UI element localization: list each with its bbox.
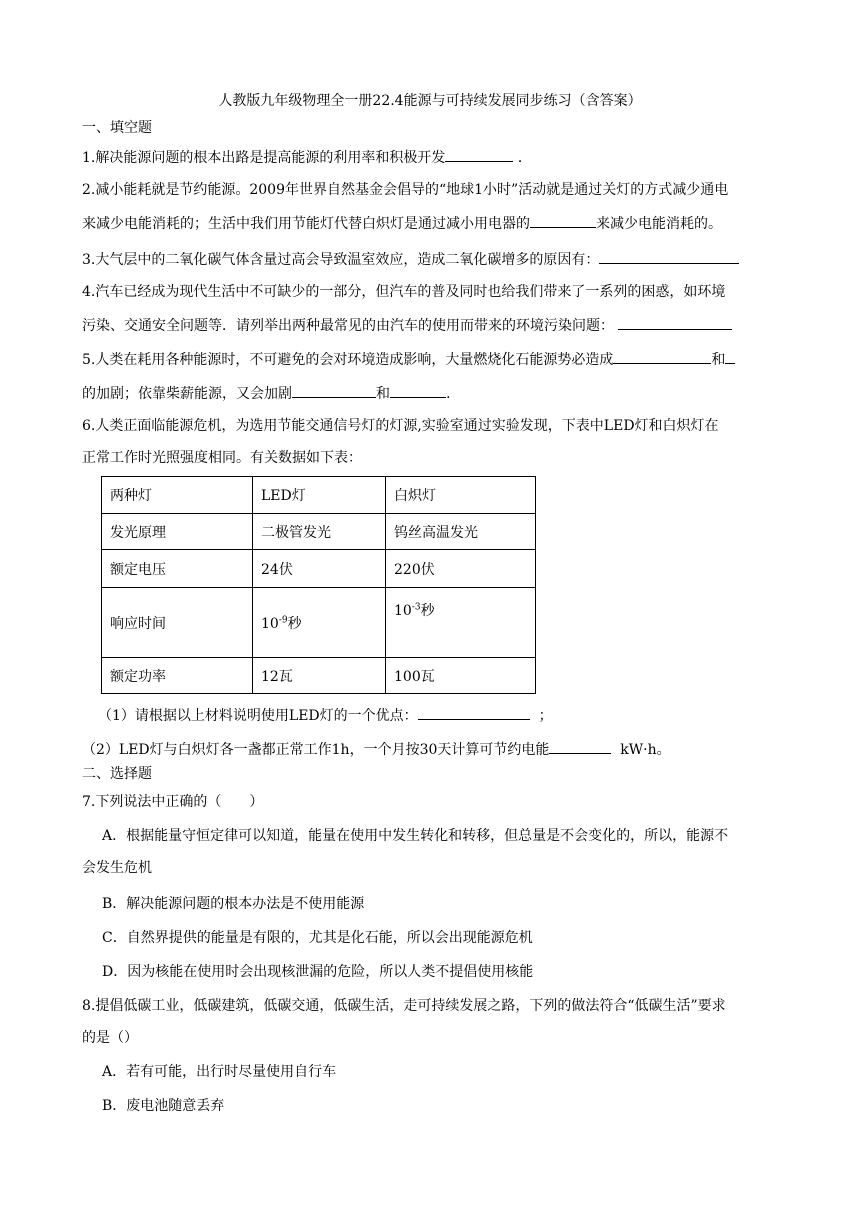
- answer-blank: [613, 348, 711, 364]
- incandescent-response-exponent: -3: [411, 602, 421, 613]
- answer-blank: [618, 314, 732, 330]
- question-7-option-a: A．根据能量守恒定律可以知道，能量在使用中发生转化和转移，但总量是不会变化的，所以，能源不: [102, 828, 729, 844]
- answer-blank: [599, 248, 739, 264]
- question-5-text-2: 的加剧；依靠柴薪能源，又会加剧: [82, 386, 292, 402]
- question-2-line-1: 2.减小能耗就是节约能源。2009年世界自然基金会倡导的“地球1小时”活动就是通过关灯的方式减少通电: [82, 182, 729, 198]
- question-7-option-a-cont: 会发生危机: [82, 860, 152, 876]
- question-6-line-1: 6.人类正面临能源危机，为选用节能交通信号灯的灯源,实验室通过实验发现，下表中LED灯和白炽灯在: [82, 418, 719, 434]
- question-7-option-c: C．自然界提供的能量是有限的，尤其是化石能，所以会出现能源危机: [102, 930, 533, 946]
- table-cell: 220伏: [386, 550, 536, 588]
- question-8-option-b: B．废电池随意丢弃: [102, 1098, 225, 1114]
- section-heading-fill-in: 一、填空题: [82, 120, 152, 136]
- question-6-sub-2-text: （2）LED灯与白炽灯各一盏都正常工作1h，一个月按30天计算可节约电能: [82, 742, 550, 758]
- question-8-line-2: 的是（）: [82, 1030, 138, 1046]
- led-response-exponent: -9: [278, 614, 288, 625]
- question-6-line-2: 正常工作时光照强度相同。有关数据如下表：: [82, 450, 362, 466]
- question-5-end: .: [446, 386, 451, 402]
- table-cell: 二极管发光: [253, 514, 386, 550]
- question-4-line-2: [82, 314, 732, 336]
- question-3-text: 3.大气层中的二氧化碳气体含量过高会导致温室效应，造成二氧化碳增多的原因有：: [82, 252, 600, 268]
- table-row: [102, 550, 536, 588]
- table-row: [102, 658, 536, 694]
- table-row: [102, 477, 536, 514]
- question-6-sub-1-end: ；: [538, 708, 553, 724]
- question-8-line-1: 8.提倡低碳工业，低碳建筑，低碳交通，低碳生活，走可持续发展之路，下列的做法符合“低碳生活”要求: [82, 998, 726, 1014]
- answer-blank: [530, 212, 596, 228]
- led-response-base: 10: [261, 615, 279, 632]
- answer-blank: [725, 348, 735, 364]
- table-cell: LED灯: [253, 477, 386, 514]
- answer-blank: [418, 704, 530, 720]
- question-1-text: 1.解决能源问题的根本出路是提高能源的利用率和积极开发: [82, 150, 446, 166]
- table-cell: 发光原理: [102, 514, 253, 550]
- led-response-unit: 秒: [287, 615, 302, 632]
- table-cell: 白炽灯: [386, 477, 536, 514]
- question-4-text: 污染、交通安全问题等．请列举出两种最常见的由汽车的使用而带来的环境污染问题：: [82, 318, 614, 334]
- table-cell: 额定电压: [102, 550, 253, 588]
- question-2-line-2: [82, 212, 722, 234]
- answer-blank: [549, 738, 611, 754]
- table-cell: [386, 588, 536, 658]
- table-row: [102, 588, 536, 658]
- incandescent-response-unit: 秒: [420, 603, 435, 619]
- table-cell: 12瓦: [253, 658, 386, 694]
- table-cell: 两种灯: [102, 477, 253, 514]
- question-8-option-a: A．若有可能，出行时尽量使用自行车: [102, 1064, 337, 1080]
- table-cell: 100瓦: [386, 658, 536, 694]
- question-6-sub-2: [82, 738, 671, 760]
- question-5-line-2: [82, 382, 450, 404]
- question-2-end: 来减少电能消耗的。: [596, 216, 722, 232]
- incandescent-response-base: 10: [394, 603, 412, 619]
- question-7-option-b: B．解决能源问题的根本办法是不使用能源: [102, 896, 365, 912]
- question-5-and: 和: [711, 352, 726, 368]
- page-title: 人教版九年级物理全一册22.4能源与可持续发展同步练习（含答案）: [218, 93, 642, 109]
- question-5-line-1: [82, 348, 735, 370]
- table-cell: 响应时间: [102, 588, 253, 658]
- question-7-stem: 7.下列说法中正确的（ ）: [82, 794, 264, 810]
- answer-blank: [445, 146, 513, 162]
- question-2-text: 来减少电能消耗的；生活中我们用节能灯代替白炽灯是通过减小用电器的: [82, 216, 530, 232]
- answer-blank: [292, 382, 376, 398]
- question-6-sub-2-end: kW·h。: [620, 742, 671, 758]
- question-5-text: 5.人类在耗用各种能源时，不可避免的会对环境造成影响，大量燃烧化石能源势必造成: [82, 352, 614, 368]
- table-cell: 钨丝高温发光: [386, 514, 536, 550]
- table-cell: 24伏: [253, 550, 386, 588]
- question-6-sub-1: [98, 704, 553, 726]
- answer-blank: [390, 382, 446, 398]
- question-1: [82, 146, 532, 168]
- table-cell: [253, 588, 386, 658]
- question-3: [82, 248, 739, 270]
- section-heading-choice: 二、选择题: [82, 766, 152, 782]
- question-1-end: ．: [517, 150, 532, 166]
- table-cell: 额定功率: [102, 658, 253, 694]
- table-row: [102, 514, 536, 550]
- question-6-sub-1-text: （1）请根据以上材料说明使用LED灯的一个优点：: [98, 708, 418, 724]
- comparison-table: [101, 476, 536, 694]
- question-5-and-2: 和: [376, 386, 390, 402]
- question-7-option-d: D．因为核能在使用时会出现核泄漏的危险，所以人类不提倡使用核能: [102, 964, 534, 980]
- question-4-line-1: 4.汽车已经成为现代生活中不可缺少的一部分，但汽车的普及同时也给我们带来了一系列的困惑，如环境: [82, 284, 726, 300]
